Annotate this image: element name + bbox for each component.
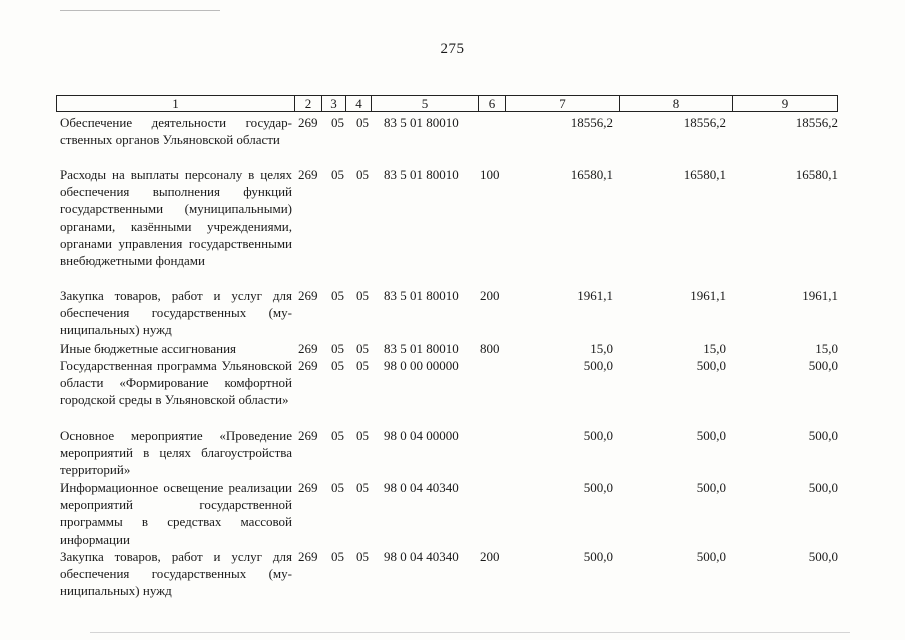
row-rz: 05 bbox=[331, 341, 344, 356]
row-ved: 269 bbox=[298, 549, 318, 564]
row-name: Информационное освещение реализации мероприятий государственной программы в средствах массовой информации bbox=[60, 480, 292, 547]
row-value-3: 500,0 bbox=[808, 358, 838, 373]
row-name: Основное мероприятие «Проведение мероприятий в целях благоустройства территорий» bbox=[60, 428, 292, 478]
header-col-2: 2 bbox=[294, 96, 321, 111]
header-col-3: 3 bbox=[321, 96, 345, 111]
row-value-2: 500,0 bbox=[696, 480, 726, 495]
row-rz: 05 bbox=[331, 167, 344, 182]
row-ved: 269 bbox=[298, 341, 318, 356]
table-header bbox=[56, 95, 838, 112]
row-value-1: 500,0 bbox=[583, 549, 613, 564]
row-csr: 83 5 01 80010 bbox=[384, 341, 459, 356]
row-csr: 98 0 04 40340 bbox=[384, 549, 459, 564]
row-name: Расходы на выплаты персоналу в целях обеспечения выполнения функций государственными (муниципальными) органами, казёнными учреждениями, органами управления государственными внебюджетными фондами bbox=[60, 167, 292, 269]
scan-edge-top bbox=[60, 10, 220, 11]
row-pr: 05 bbox=[356, 288, 369, 303]
row-value-1: 500,0 bbox=[583, 358, 613, 373]
row-rz: 05 bbox=[331, 115, 344, 130]
row-csr: 83 5 01 80010 bbox=[384, 167, 459, 182]
row-ved: 269 bbox=[298, 480, 318, 495]
row-rz: 05 bbox=[331, 358, 344, 373]
row-rz: 05 bbox=[331, 480, 344, 495]
row-csr: 83 5 01 80010 bbox=[384, 115, 459, 130]
row-value-2: 500,0 bbox=[696, 358, 726, 373]
row-pr: 05 bbox=[356, 480, 369, 495]
row-value-3: 500,0 bbox=[808, 549, 838, 564]
row-name: Обеспечение деятельности государственных органов Ульяновской области bbox=[60, 115, 292, 148]
row-value-2: 500,0 bbox=[696, 549, 726, 564]
scan-edge-bottom bbox=[90, 632, 850, 633]
row-name: Государственная программа Ульяновской области «Формирование комфортной городской среды в Ульяновской области» bbox=[60, 358, 292, 408]
page-number: 275 bbox=[440, 41, 465, 57]
row-pr: 05 bbox=[356, 341, 369, 356]
row-vr: 800 bbox=[480, 341, 500, 356]
header-col-5: 5 bbox=[371, 96, 478, 111]
row-pr: 05 bbox=[356, 167, 369, 182]
row-value-1: 18556,2 bbox=[570, 115, 613, 130]
row-ved: 269 bbox=[298, 428, 318, 443]
row-value-2: 15,0 bbox=[703, 341, 726, 356]
row-ved: 269 bbox=[298, 167, 318, 182]
row-ved: 269 bbox=[298, 288, 318, 303]
row-pr: 05 bbox=[356, 115, 369, 130]
header-col-8: 8 bbox=[619, 96, 732, 111]
row-name: Закупка товаров, работ и услуг для обеспечения государственных (муниципальных) нужд bbox=[60, 288, 292, 338]
row-csr: 83 5 01 80010 bbox=[384, 288, 459, 303]
header-col-6: 6 bbox=[478, 96, 505, 111]
row-rz: 05 bbox=[331, 288, 344, 303]
row-value-1: 1961,1 bbox=[577, 288, 613, 303]
row-vr: 200 bbox=[480, 549, 500, 564]
row-value-3: 1961,1 bbox=[802, 288, 838, 303]
row-value-2: 16580,1 bbox=[683, 167, 726, 182]
header-col-4: 4 bbox=[345, 96, 371, 111]
row-value-1: 500,0 bbox=[583, 480, 613, 495]
row-name: Закупка товаров, работ и услуг для обеспечения государственных (муниципальных) нужд bbox=[60, 549, 292, 599]
row-value-3: 15,0 bbox=[815, 341, 838, 356]
row-value-1: 15,0 bbox=[590, 341, 613, 356]
header-col-9: 9 bbox=[732, 96, 837, 111]
row-pr: 05 bbox=[356, 428, 369, 443]
row-csr: 98 0 04 00000 bbox=[384, 428, 459, 443]
row-csr: 98 0 00 00000 bbox=[384, 358, 459, 373]
row-vr: 200 bbox=[480, 288, 500, 303]
row-value-2: 500,0 bbox=[696, 428, 726, 443]
row-value-3: 500,0 bbox=[808, 480, 838, 495]
row-value-1: 500,0 bbox=[583, 428, 613, 443]
header-col-7: 7 bbox=[505, 96, 619, 111]
row-value-1: 16580,1 bbox=[570, 167, 613, 182]
row-value-2: 18556,2 bbox=[683, 115, 726, 130]
row-value-3: 16580,1 bbox=[795, 167, 838, 182]
row-ved: 269 bbox=[298, 358, 318, 373]
row-pr: 05 bbox=[356, 358, 369, 373]
row-value-3: 18556,2 bbox=[795, 115, 838, 130]
header-col-1: 1 bbox=[172, 96, 179, 111]
row-pr: 05 bbox=[356, 549, 369, 564]
row-value-2: 1961,1 bbox=[690, 288, 726, 303]
row-name: Иные бюджетные ассигнования bbox=[60, 341, 237, 356]
row-csr: 98 0 04 40340 bbox=[384, 480, 459, 495]
row-rz: 05 bbox=[331, 549, 344, 564]
row-rz: 05 bbox=[331, 428, 344, 443]
row-ved: 269 bbox=[298, 115, 318, 130]
row-value-3: 500,0 bbox=[808, 428, 838, 443]
row-vr: 100 bbox=[480, 167, 500, 182]
